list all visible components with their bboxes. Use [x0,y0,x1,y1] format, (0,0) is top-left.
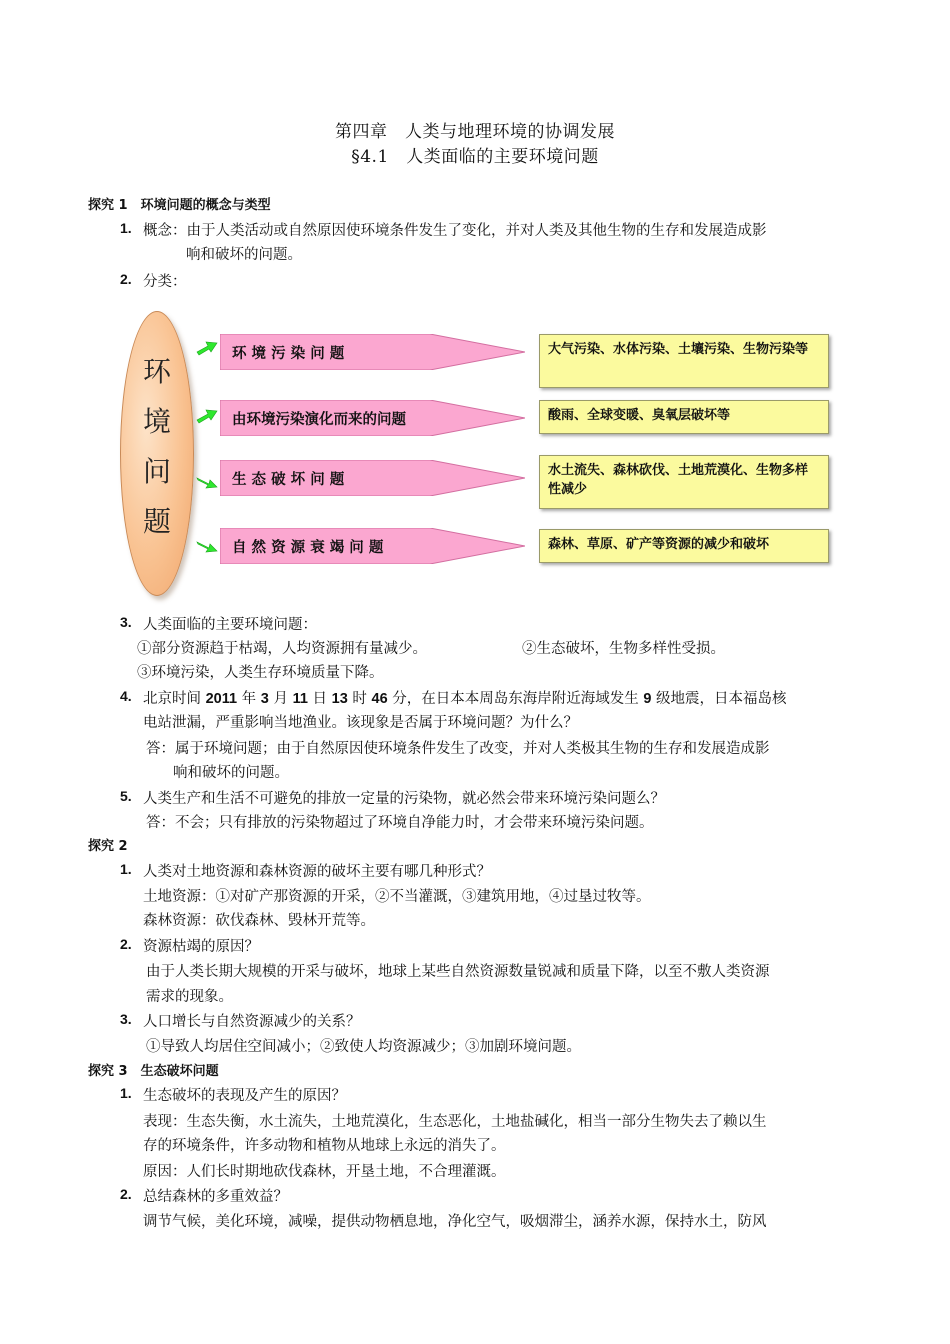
answer-line: 答：不会；只有排放的污染物超过了环境自净能力时，才会带来环境污染问题。 [146,815,654,831]
item-number: 1. [120,1085,132,1101]
item-number: 2. [120,936,132,952]
center-char: 题 [142,505,171,538]
text-line: 生态破坏的表现及产生的原因？ [143,1088,346,1104]
answer-line: 答：属于环境问题；由于自然原因使环境条件发生了改变，并对人类极其生物的生存和发展造成影 [146,741,770,757]
item-number: 1. [120,861,132,877]
chapter-title: 第四章 人类与地理环境的协调发展 [335,122,615,142]
green-arrow-icon [196,340,218,356]
section-heading-2: 探究 2 [88,839,128,854]
example-box: 水土流失、森林砍伐、土地荒漠化、生物多样性减少 [539,455,829,509]
example-box: 大气污染、水体污染、土壤污染、生物污染等 [539,334,829,388]
category-arrow [220,400,525,436]
text-line: 调节气候，美化环境，减噪，提供动物栖息地，净化空气，吸烟滞尘，涵养水源，保持水土，防风 [143,1214,767,1230]
green-arrow-icon [196,408,218,424]
category-label: 生 态 破 坏 问 题 [232,472,345,488]
text-line: 原因：人们长时期地砍伐森林，开垦土地，不合理灌溉。 [143,1164,506,1180]
text-line: ③环境污染，人类生存环境质量下降。 [137,665,384,681]
category-arrow [220,528,525,564]
center-char: 环 [142,355,171,388]
text-line: 人类对土地资源和森林资源的破坏主要有哪几种形式？ [143,864,491,880]
text-line: 森林资源：砍伐森林、毁林开荒等。 [143,913,375,929]
text-line: 北京时间 2011 年 3 月 11 日 13 时 46 分，在日本本周岛东海岸附近海域发生 9 级地震，日本福岛核 [143,691,787,707]
text-line: 概念：由于人类活动或自然原因使环境条件发生了变化，并对人类及其他生物的生存和发展造成影 [143,223,767,239]
text-line: 由于人类长期大规模的开采与破坏，地球上某些自然资源数量锐减和质量下降，以至不敷人类资源 [146,964,770,980]
item-number: 4. [120,688,132,704]
green-arrow-icon [196,538,218,554]
text-line: ①部分资源趋于枯竭，人均资源拥有量减少。 [137,641,427,657]
green-arrow-icon [196,474,218,490]
text-line: 表现：生态失衡，水土流失，土地荒漠化，生态恶化，土地盐碱化，相当一部分生物失去了赖以生 [143,1114,767,1130]
text-line: 土地资源：①对矿产那资源的开采，②不当灌溉，③建筑用地，④过垦过牧等。 [143,889,651,905]
text-line: 需求的现象。 [146,989,233,1005]
center-char: 境 [142,405,171,438]
text-line: ②生态破坏，生物多样性受损。 [522,641,725,657]
category-arrow [220,460,525,496]
category-label: 由环境污染演化而来的问题 [232,412,406,428]
item-number: 5. [120,788,132,804]
text-line: ①导致人均居住空间减小；②致使人均资源减少；③加剧环境问题。 [146,1039,581,1055]
center-oval [120,311,194,596]
text-line: 响和破坏的问题。 [186,247,302,263]
section-heading-3: 探究 3 生态破坏问题 [88,1064,219,1079]
item-number: 2. [120,271,132,287]
text-line: 分类： [143,274,187,290]
item-number: 3. [120,1011,132,1027]
text-line: 总结森林的多重效益？ [143,1189,288,1205]
text-line: 电站泄漏，严重影响当地渔业。该现象是否属于环境问题？为什么？ [143,715,578,731]
text-line: 人口增长与自然资源减少的关系？ [143,1014,361,1030]
text-line: 存的环境条件，许多动物和植物从地球上永远的消失了。 [143,1138,506,1154]
item-number: 1. [120,220,132,236]
item-number: 2. [120,1186,132,1202]
category-label: 环 境 污 染 问 题 [232,346,345,362]
section-heading-1: 探究 1 环境问题的概念与类型 [88,198,271,213]
text-line: 资源枯竭的原因？ [143,939,259,955]
text-line: 人类生产和生活不可避免的排放一定量的污染物，就必然会带来环境污染问题么？ [143,791,665,807]
text-line: 人类面临的主要环境问题： [143,617,317,633]
example-box: 酸雨、全球变暖、臭氧层破坏等 [539,400,829,434]
category-arrow [220,334,525,370]
answer-line: 响和破坏的问题。 [173,765,289,781]
center-char: 问 [142,455,171,488]
category-label: 自 然 资 源 衰 竭 问 题 [232,540,384,556]
section-title: §4.1 人类面临的主要环境问题 [351,147,599,167]
example-box: 森林、草原、矿产等资源的减少和破坏 [539,529,829,563]
item-number: 3. [120,614,132,630]
